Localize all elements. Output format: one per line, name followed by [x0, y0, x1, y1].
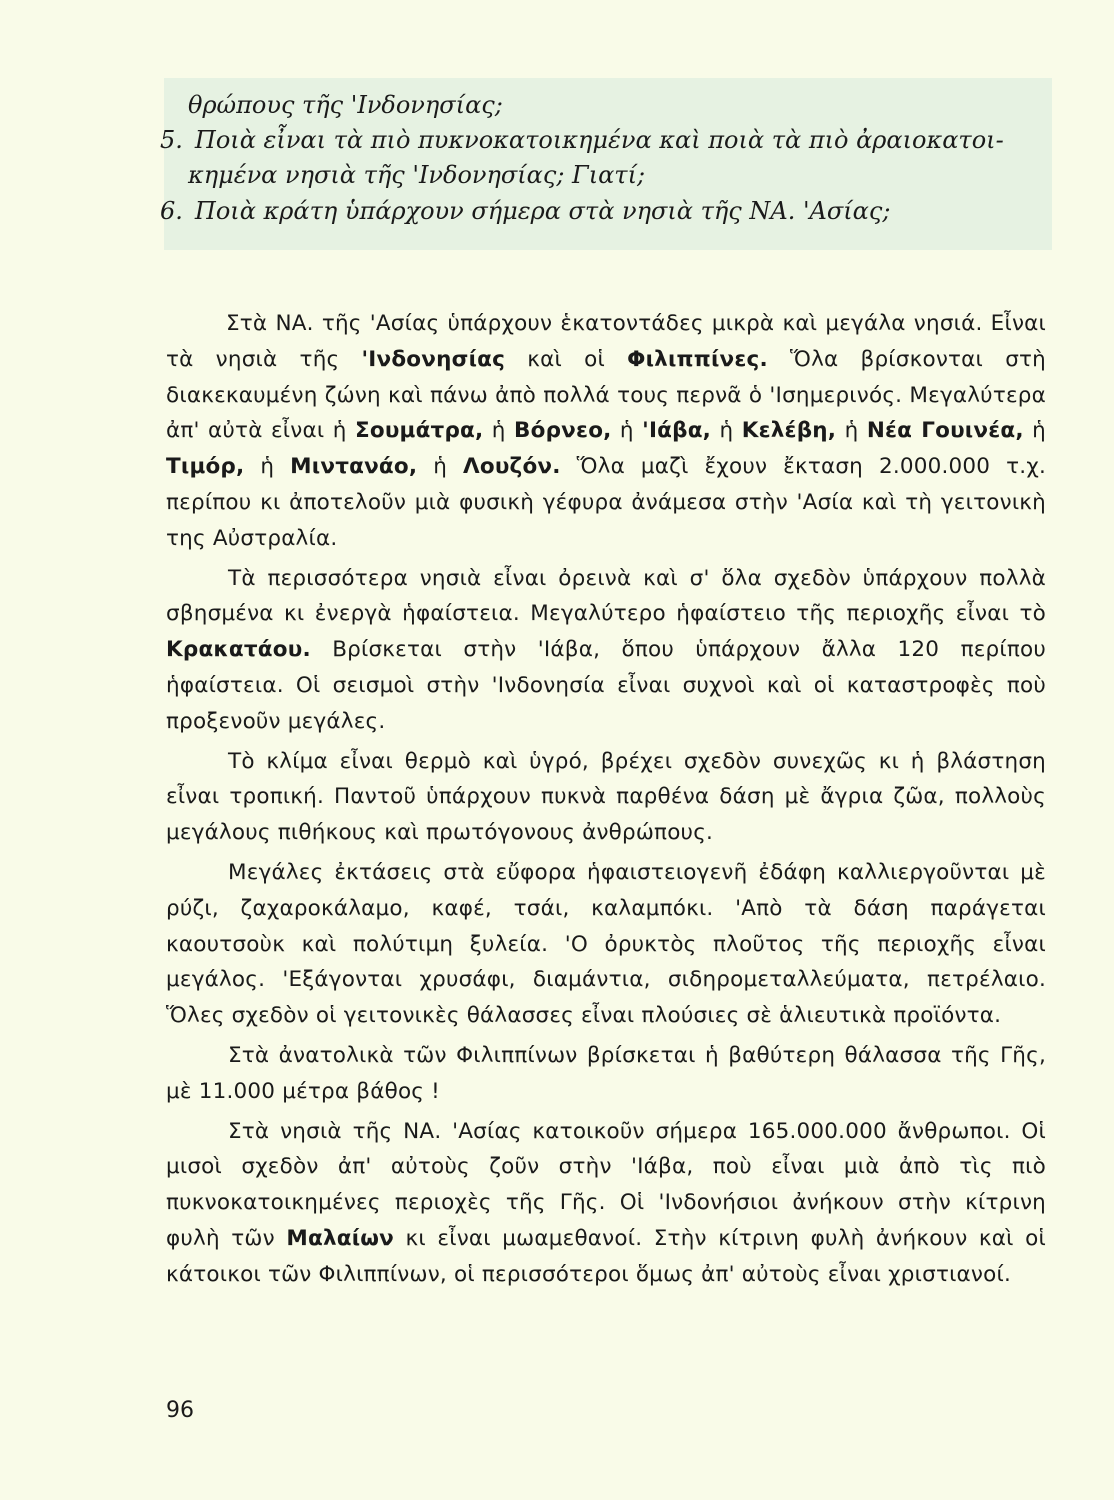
page-number: 96	[166, 1398, 194, 1423]
question-5-continuation	[188, 160, 645, 190]
term-krakatoa: Κρακατάου.	[166, 637, 311, 663]
term-mindanao: Μιντανάο,	[290, 454, 418, 480]
paragraph-deepest-sea: Στὰ ἀνατολικὰ τῶν Φιλιππίνων βρίσκεται ἡ βαθύτερη θάλασσα τῆς Γῆς, μὲ 11.000 μέτρα βάθος !	[166, 1042, 1046, 1104]
question-4-continuation	[188, 90, 503, 120]
term-timor: Τιμόρ,	[166, 454, 245, 480]
question-6-number: 6.	[160, 197, 183, 225]
term-borneo: Βόρνεο,	[514, 418, 612, 444]
term-luzon: Λουζόν.	[463, 454, 561, 480]
term-celebes: Κελέβη,	[741, 418, 837, 444]
term-malays: Μαλαίων	[286, 1225, 395, 1251]
question-6	[160, 196, 890, 226]
term-sumatra: Σουμάτρα,	[354, 418, 484, 444]
question-5-number: 5.	[160, 126, 183, 154]
question-5	[160, 125, 1004, 155]
paragraph-population: Στὰ νησιὰ τῆς ΝΑ. 'Ασίας κατοικοῦν σήμερα 165.000.000 ἄνθρωποι. Οἱ μισοὶ σχεδὸν ἀπ' αὐτοὺς ζοῦν στὴν 'Ιάβα, ποὺ εἶναι μιὰ ἀπὸ τὶς πιὸ πυκνοκατοικημένες περιοχὲς τῆς Γῆς. Οἱ 'Ινδονήσιοι ἀνήκουν στὴν κίτρινη φυλὴ τῶν Μαλαίων κι εἶναι μωαμεθανοί. Στὴν κίτρινη φυλὴ ἀνήκουν καὶ οἱ κάτοικοι τῶν Φιλιππίνων, οἱ περισσότεροι ὅμως ἀπ' αὐτοὺς εἶναι χριστιανοί.	[166, 1118, 1046, 1287]
term-philippines: Φιλιππίνες.	[627, 346, 768, 372]
term-new-guinea: Νέα Γουινέα,	[866, 418, 1024, 444]
term-java: 'Ιάβα,	[642, 418, 712, 444]
body-text	[166, 306, 1046, 1297]
term-indonesia: 'Ινδονησίας	[361, 346, 506, 372]
question-4-text: θρώπους τῆς 'Ινδονησίας;	[188, 91, 503, 119]
paragraph-economy: Μεγάλες ἐκτάσεις στὰ εὔφορα ἡφαιστειογενῆ ἐδάφη καλλιεργοῦνται μὲ ρύζι, ζαχαροκάλαμο, καφέ, τσάι, καλαμπόκι. 'Απὸ τὰ δάση παράγεται καουτσοὺκ καὶ πολύτιμη ξυλεία. 'Ο ὀρυκτὸς πλοῦτος τῆς περιοχῆς εἶναι μεγάλος. 'Εξάγονται χρυσάφι, διαμάντια, σιδηρομεταλλεύματα, πετρέλαιο. Ὅλες σχεδὸν οἱ γειτονικὲς θάλασσες εἶναι πλούσιες σὲ ἁλιευτικὰ προϊόντα.	[166, 859, 1046, 1029]
question-6-text: Ποιὰ κράτη ὑπάρχουν σήμερα στὰ νησιὰ τῆς ΝΑ. 'Ασίας;	[194, 197, 891, 225]
paragraph-volcanoes: Τὰ περισσότερα νησιὰ εἶναι ὀρεινὰ καὶ σ' ὅλα σχεδὸν ὑπάρχουν πολλὰ σβησμένα κι ἐνεργὰ ἡφαίστεια. Μεγαλύτερο ἡφαίστειο τῆς περιοχῆς εἶναι τὸ Κρακατάου. Βρίσκεται στὴν 'Ιάβα, ὅπου ὑπάρχουν ἄλλα 120 περίπου ἡφαίστεια. Οἱ σεισμοὶ στὴν 'Ινδονησία εἶναι συχνοὶ καὶ οἱ καταστροφὲς ποὺ προξενοῦν μεγάλες.	[166, 565, 1046, 734]
paragraph-climate: Τὸ κλίμα εἶναι θερμὸ καὶ ὑγρό, βρέχει σχεδὸν συνεχῶς κι ἡ βλάστηση εἶναι τροπική. Παντοῦ ὑπάρχουν πυκνὰ παρθένα δάση μὲ ἄγρια ζῶα, πολλοὺς μεγάλους πιθήκους καὶ πρωτόγονους ἀνθρώπους.	[166, 748, 1046, 846]
paragraph-islands: Στὰ ΝΑ. τῆς 'Ασίας ὑπάρχουν ἑκατοντάδες μικρὰ καὶ μεγάλα νησιά. Εἶναι τὰ νησιὰ τῆς 'Ινδονησίας καὶ οἱ Φιλιππίνες. Ὅλα βρίσκονται στὴ διακεκαυμένη ζώνη καὶ πάνω ἀπὸ πολλά τους περνᾶ ὁ 'Ισημερινός. Μεγαλύτερα ἀπ' αὐτὰ εἶναι ἡ Σουμάτρα, ἡ Βόρνεο, ἡ 'Ιάβα, ἡ Κελέβη, ἡ Νέα Γουινέα, ἡ Τιμόρ, ἡ Μιντανάο, ἡ Λουζόν. Ὅλα μαζὶ ἔχουν ἔκταση 2.000.000 τ.χ. περίπου κι ἀποτελοῦν μιὰ φυσικὴ γέφυρα ἀνάμεσα στὴν 'Ασία καὶ τὴ γειτονικὴ της Αὐστραλία.	[166, 311, 1046, 551]
question-5-text: Ποιὰ εἶναι τὰ πιὸ πυκνοκατοικημένα καὶ ποιὰ τὰ πιὸ ἀραιοκατοι-	[194, 126, 1004, 154]
question-5-text-2: κημένα νησιὰ τῆς 'Ινδονησίας; Γιατί;	[188, 161, 646, 189]
